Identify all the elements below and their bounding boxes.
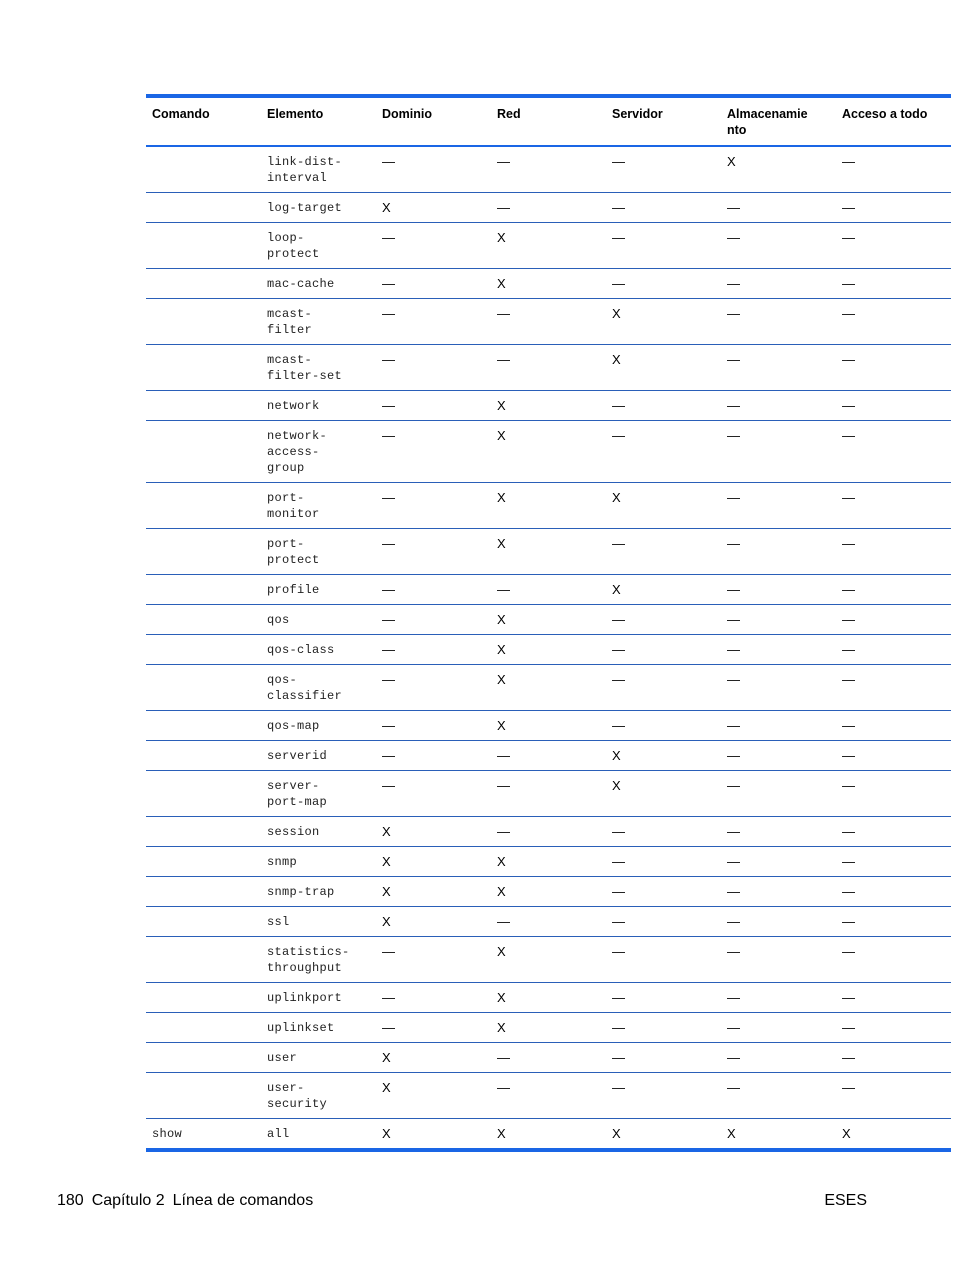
- cell-comando: [146, 665, 261, 711]
- cell-red: X: [497, 276, 506, 291]
- cell-red: —: [497, 352, 510, 367]
- cell-elemento-text: port- protect: [267, 537, 320, 567]
- cell-dominio: —: [382, 306, 395, 321]
- cell-comando: [146, 299, 261, 345]
- cell-red: X: [497, 884, 506, 899]
- table-row: [146, 983, 951, 1013]
- cell-almacenamiento: —: [727, 718, 740, 733]
- cell-dominio: X: [382, 854, 391, 869]
- cell-dominio: X: [382, 1050, 391, 1065]
- cell-elemento-text: statistics- throughput: [267, 945, 350, 975]
- cell-almacenamiento: —: [727, 200, 740, 215]
- cell-comando: [146, 1043, 261, 1073]
- cell-almacenamiento: —: [727, 990, 740, 1005]
- cell-almacenamiento: —: [727, 914, 740, 929]
- header-servidor: Servidor: [612, 107, 663, 121]
- cell-comando: [146, 771, 261, 817]
- cell-acceso-a-todo: —: [842, 536, 855, 551]
- table-row: [146, 391, 951, 421]
- table-row: [146, 741, 951, 771]
- cell-almacenamiento: —: [727, 352, 740, 367]
- cell-almacenamiento: —: [727, 306, 740, 321]
- cell-comando: [146, 421, 261, 483]
- table-row: [146, 193, 951, 223]
- cell-red: X: [497, 854, 506, 869]
- cell-dominio: —: [382, 990, 395, 1005]
- cell-red: X: [497, 990, 506, 1005]
- cell-acceso-a-todo: —: [842, 944, 855, 959]
- cell-servidor: —: [612, 612, 625, 627]
- table-row: [146, 937, 951, 983]
- footer-page-number: 180: [57, 1192, 84, 1209]
- cell-elemento-text: qos-map: [267, 719, 320, 733]
- cell-servidor: —: [612, 398, 625, 413]
- cell-dominio: X: [382, 884, 391, 899]
- footer-chapter: Capítulo 2: [91, 1192, 165, 1209]
- cell-comando: [146, 877, 261, 907]
- cell-elemento: [261, 877, 376, 907]
- cell-acceso-a-todo: —: [842, 490, 855, 505]
- cell-almacenamiento: —: [727, 536, 740, 551]
- cell-elemento-text: loop- protect: [267, 231, 320, 261]
- cell-elemento: [261, 1073, 376, 1119]
- cell-red: —: [497, 1050, 510, 1065]
- cell-red: X: [497, 428, 506, 443]
- cell-elemento: [261, 193, 376, 223]
- cell-red: —: [497, 154, 510, 169]
- cell-almacenamiento: X: [727, 154, 736, 169]
- page-footer: [57, 1192, 867, 1212]
- command-table-container: [146, 94, 928, 1152]
- cell-acceso-a-todo: —: [842, 718, 855, 733]
- cell-red: X: [497, 1126, 506, 1141]
- cell-elemento: [261, 983, 376, 1013]
- cell-elemento: [261, 345, 376, 391]
- footer-chapter-title: Línea de comandos: [172, 1192, 314, 1209]
- header-dominio: Dominio: [382, 107, 432, 121]
- cell-almacenamiento: —: [727, 428, 740, 443]
- cell-dominio: —: [382, 428, 395, 443]
- cell-dominio: —: [382, 642, 395, 657]
- cell-elemento-text: network- access- group: [267, 429, 328, 475]
- cell-dominio: X: [382, 200, 391, 215]
- cell-comando: [146, 223, 261, 269]
- cell-dominio: X: [382, 1126, 391, 1141]
- cell-acceso-a-todo: —: [842, 276, 855, 291]
- cell-acceso-a-todo: —: [842, 306, 855, 321]
- cell-servidor: —: [612, 230, 625, 245]
- cell-almacenamiento: —: [727, 884, 740, 899]
- table-row: [146, 665, 951, 711]
- header-comando: Comando: [152, 107, 210, 121]
- cell-elemento-text: qos-class: [267, 643, 335, 657]
- cell-elemento-text: mac-cache: [267, 277, 335, 291]
- cell-elemento-text: mcast- filter: [267, 307, 313, 337]
- cell-elemento-text: all: [267, 1127, 290, 1141]
- cell-dominio: —: [382, 778, 395, 793]
- table-row: [146, 299, 951, 345]
- cell-acceso-a-todo: —: [842, 612, 855, 627]
- cell-comando: [146, 193, 261, 223]
- cell-elemento: [261, 741, 376, 771]
- cell-red: X: [497, 642, 506, 657]
- cell-servidor: X: [612, 778, 621, 793]
- cell-servidor: —: [612, 1050, 625, 1065]
- cell-dominio: —: [382, 1020, 395, 1035]
- table-body: [146, 146, 951, 1150]
- cell-elemento-text: uplinkport: [267, 991, 343, 1005]
- cell-acceso-a-todo: —: [842, 914, 855, 929]
- cell-servidor: X: [612, 1126, 621, 1141]
- cell-comando: [146, 605, 261, 635]
- cell-servidor: —: [612, 200, 625, 215]
- cell-almacenamiento: —: [727, 642, 740, 657]
- cell-elemento-text: log-target: [267, 201, 343, 215]
- cell-elemento: [261, 421, 376, 483]
- cell-almacenamiento: —: [727, 1020, 740, 1035]
- cell-comando: [146, 146, 261, 193]
- cell-elemento-text: qos- classifier: [267, 673, 343, 703]
- cell-acceso-a-todo: —: [842, 854, 855, 869]
- cell-acceso-a-todo: —: [842, 1020, 855, 1035]
- cell-servidor: —: [612, 276, 625, 291]
- cell-comando: [146, 1013, 261, 1043]
- cell-almacenamiento: —: [727, 748, 740, 763]
- cell-red: —: [497, 582, 510, 597]
- cell-servidor: —: [612, 990, 625, 1005]
- footer-left: [57, 1192, 313, 1210]
- header-red: Red: [497, 107, 521, 121]
- cell-elemento: [261, 665, 376, 711]
- cell-almacenamiento: —: [727, 398, 740, 413]
- cell-servidor: —: [612, 428, 625, 443]
- header-acceso-a-todo: Acceso a todo: [842, 107, 928, 121]
- cell-comando: [146, 483, 261, 529]
- cell-comando: [146, 711, 261, 741]
- cell-red: —: [497, 200, 510, 215]
- cell-almacenamiento: —: [727, 824, 740, 839]
- table-row: [146, 635, 951, 665]
- cell-acceso-a-todo: —: [842, 748, 855, 763]
- cell-red: X: [497, 398, 506, 413]
- cell-elemento: [261, 711, 376, 741]
- cell-elemento-text: user- security: [267, 1081, 328, 1111]
- footer-right-label: ESES: [824, 1192, 867, 1209]
- cell-red: —: [497, 778, 510, 793]
- cell-acceso-a-todo: —: [842, 200, 855, 215]
- table-row: [146, 421, 951, 483]
- cell-acceso-a-todo: —: [842, 428, 855, 443]
- cell-dominio: —: [382, 612, 395, 627]
- cell-comando: [146, 907, 261, 937]
- cell-red: —: [497, 914, 510, 929]
- cell-elemento-text: session: [267, 825, 320, 839]
- cell-comando: [146, 983, 261, 1013]
- cell-elemento: [261, 937, 376, 983]
- cell-elemento: [261, 771, 376, 817]
- table-row: [146, 877, 951, 907]
- table-row: [146, 1013, 951, 1043]
- table-row: [146, 1043, 951, 1073]
- cell-acceso-a-todo: —: [842, 824, 855, 839]
- cell-servidor: —: [612, 914, 625, 929]
- cell-acceso-a-todo: —: [842, 398, 855, 413]
- cell-elemento: [261, 605, 376, 635]
- cell-comando: [146, 345, 261, 391]
- cell-acceso-a-todo: —: [842, 642, 855, 657]
- cell-dominio: X: [382, 824, 391, 839]
- cell-dominio: X: [382, 1080, 391, 1095]
- table-row: [146, 345, 951, 391]
- table-row: [146, 711, 951, 741]
- table-row: [146, 575, 951, 605]
- cell-servidor: —: [612, 672, 625, 687]
- cell-comando: [146, 937, 261, 983]
- cell-dominio: X: [382, 914, 391, 929]
- cell-almacenamiento: —: [727, 778, 740, 793]
- cell-servidor: —: [612, 1020, 625, 1035]
- cell-dominio: —: [382, 944, 395, 959]
- cell-elemento: [261, 635, 376, 665]
- cell-comando: [146, 529, 261, 575]
- cell-servidor: —: [612, 642, 625, 657]
- table-row: [146, 847, 951, 877]
- table-row: [146, 771, 951, 817]
- cell-comando: [146, 391, 261, 421]
- cell-elemento: [261, 146, 376, 193]
- cell-dominio: —: [382, 490, 395, 505]
- cell-servidor: X: [612, 748, 621, 763]
- cell-servidor: —: [612, 884, 625, 899]
- command-access-table: [146, 94, 951, 1152]
- cell-servidor: X: [612, 490, 621, 505]
- cell-elemento: [261, 391, 376, 421]
- table-row: [146, 223, 951, 269]
- cell-comando: [146, 635, 261, 665]
- cell-almacenamiento: —: [727, 672, 740, 687]
- cell-almacenamiento: —: [727, 490, 740, 505]
- table-row: [146, 1119, 951, 1151]
- cell-acceso-a-todo: —: [842, 672, 855, 687]
- cell-almacenamiento: —: [727, 1050, 740, 1065]
- cell-red: —: [497, 1080, 510, 1095]
- cell-red: —: [497, 824, 510, 839]
- cell-comando: [146, 1073, 261, 1119]
- cell-servidor: —: [612, 854, 625, 869]
- cell-red: X: [497, 230, 506, 245]
- header-almacenamiento: [721, 96, 836, 146]
- cell-almacenamiento: —: [727, 854, 740, 869]
- cell-elemento: [261, 847, 376, 877]
- cell-elemento-text: serverid: [267, 749, 328, 763]
- cell-dominio: —: [382, 276, 395, 291]
- cell-elemento: [261, 529, 376, 575]
- cell-dominio: —: [382, 672, 395, 687]
- cell-almacenamiento: —: [727, 230, 740, 245]
- cell-servidor: —: [612, 154, 625, 169]
- cell-comando: [146, 741, 261, 771]
- cell-red: X: [497, 944, 506, 959]
- table-row: [146, 269, 951, 299]
- cell-dominio: —: [382, 748, 395, 763]
- table-row: [146, 1073, 951, 1119]
- cell-elemento-text: network: [267, 399, 320, 413]
- cell-elemento: [261, 1119, 376, 1151]
- cell-red: X: [497, 490, 506, 505]
- cell-dominio: —: [382, 398, 395, 413]
- cell-elemento: [261, 1013, 376, 1043]
- header-almacenamiento-text: Almacenamie nto: [727, 107, 808, 137]
- table-row: [146, 529, 951, 575]
- cell-red: X: [497, 718, 506, 733]
- cell-servidor: —: [612, 1080, 625, 1095]
- cell-comando: [146, 575, 261, 605]
- cell-comando: [146, 817, 261, 847]
- cell-acceso-a-todo: —: [842, 582, 855, 597]
- cell-elemento: [261, 299, 376, 345]
- cell-acceso-a-todo: —: [842, 990, 855, 1005]
- cell-elemento-text: ssl: [267, 915, 290, 929]
- cell-elemento-text: snmp-trap: [267, 885, 335, 899]
- cell-elemento-text: port- monitor: [267, 491, 320, 521]
- cell-elemento: [261, 269, 376, 299]
- cell-red: —: [497, 306, 510, 321]
- cell-elemento-text: link-dist- interval: [267, 155, 343, 185]
- cell-acceso-a-todo: —: [842, 230, 855, 245]
- cell-elemento-text: qos: [267, 613, 290, 627]
- cell-dominio: —: [382, 582, 395, 597]
- cell-dominio: —: [382, 230, 395, 245]
- cell-elemento: [261, 907, 376, 937]
- cell-servidor: —: [612, 944, 625, 959]
- cell-elemento-text: uplinkset: [267, 1021, 335, 1035]
- table-row: [146, 605, 951, 635]
- cell-servidor: —: [612, 824, 625, 839]
- cell-almacenamiento: —: [727, 612, 740, 627]
- table-row: [146, 817, 951, 847]
- cell-elemento: [261, 817, 376, 847]
- cell-comando: [146, 269, 261, 299]
- cell-comando: [146, 847, 261, 877]
- cell-acceso-a-todo: —: [842, 154, 855, 169]
- cell-elemento: [261, 1043, 376, 1073]
- cell-servidor: X: [612, 306, 621, 321]
- cell-almacenamiento: X: [727, 1126, 736, 1141]
- cell-almacenamiento: —: [727, 944, 740, 959]
- cell-dominio: —: [382, 154, 395, 169]
- cell-acceso-a-todo: —: [842, 352, 855, 367]
- cell-elemento: [261, 223, 376, 269]
- cell-almacenamiento: —: [727, 582, 740, 597]
- cell-servidor: —: [612, 718, 625, 733]
- cell-servidor: X: [612, 582, 621, 597]
- table-row: [146, 146, 951, 193]
- cell-red: X: [497, 612, 506, 627]
- cell-acceso-a-todo: —: [842, 1080, 855, 1095]
- table-row: [146, 907, 951, 937]
- cell-servidor: X: [612, 352, 621, 367]
- cell-elemento-text: user: [267, 1051, 298, 1065]
- cell-elemento: [261, 483, 376, 529]
- cell-almacenamiento: —: [727, 276, 740, 291]
- cell-acceso-a-todo: —: [842, 1050, 855, 1065]
- table-row: [146, 483, 951, 529]
- table-header-row: [146, 96, 951, 146]
- cell-dominio: —: [382, 718, 395, 733]
- header-elemento: Elemento: [267, 107, 324, 121]
- cell-almacenamiento: —: [727, 1080, 740, 1095]
- cell-acceso-a-todo: —: [842, 778, 855, 793]
- cell-red: —: [497, 748, 510, 763]
- cell-dominio: —: [382, 352, 395, 367]
- table-header: [146, 96, 951, 146]
- cell-elemento-text: snmp: [267, 855, 298, 869]
- cell-elemento-text: server- port-map: [267, 779, 328, 809]
- cell-servidor: —: [612, 536, 625, 551]
- cell-acceso-a-todo: —: [842, 884, 855, 899]
- cell-red: X: [497, 1020, 506, 1035]
- cell-elemento-text: mcast- filter-set: [267, 353, 343, 383]
- cell-red: X: [497, 536, 506, 551]
- cell-red: X: [497, 672, 506, 687]
- cell-elemento-text: profile: [267, 583, 320, 597]
- cell-elemento: [261, 575, 376, 605]
- cell-acceso-a-todo: X: [842, 1126, 851, 1141]
- cell-dominio: —: [382, 536, 395, 551]
- cell-comando: show: [152, 1127, 183, 1141]
